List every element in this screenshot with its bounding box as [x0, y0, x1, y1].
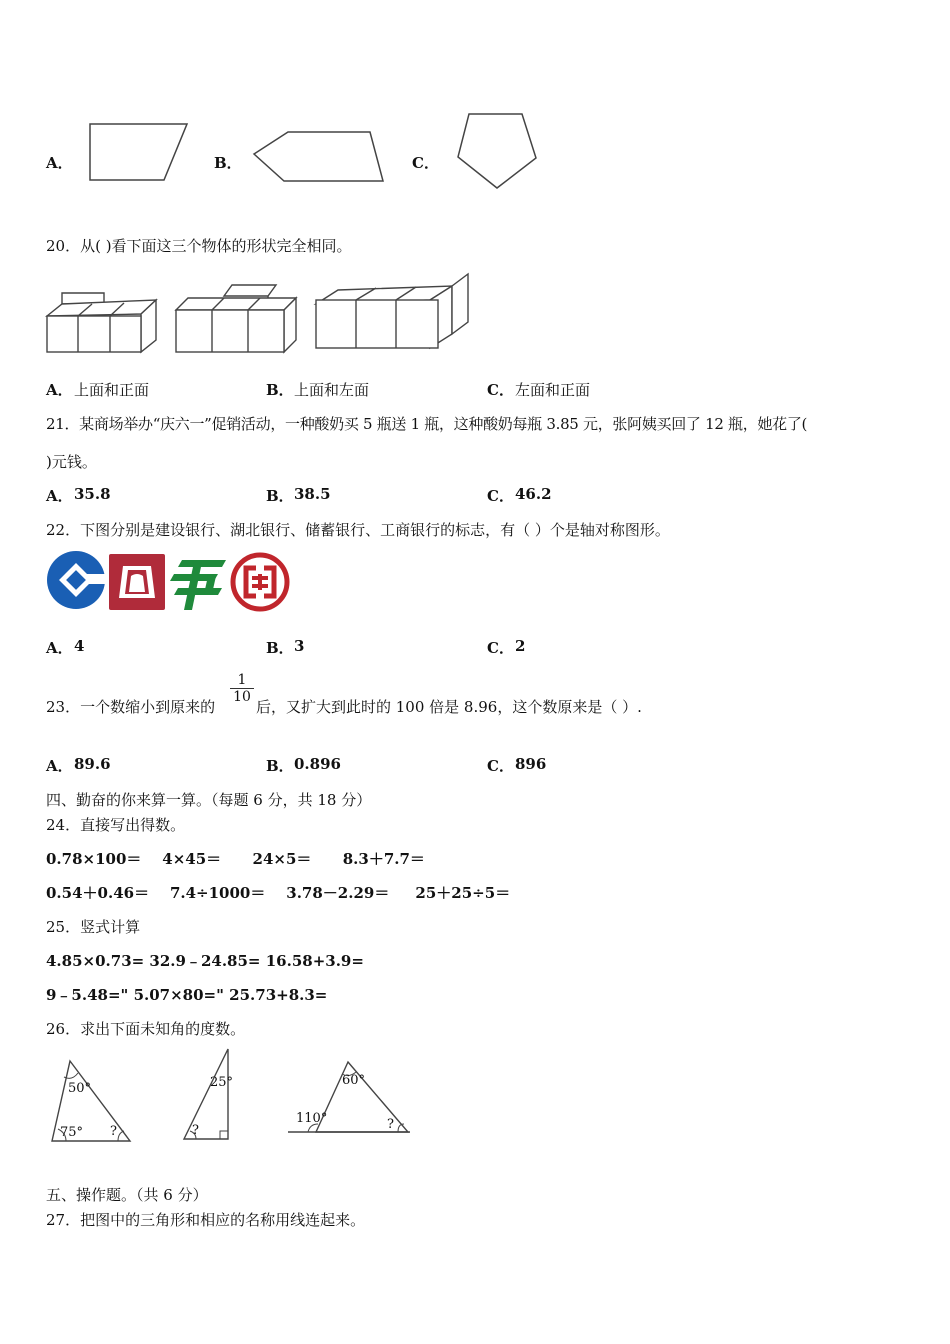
q22-option-b-text: 3: [294, 637, 305, 655]
q23-text-post: 后，又扩大到此时的 100 倍是 8.96，这个数原来是（ ）.: [256, 698, 642, 716]
triangle-figure-3: [286, 1058, 414, 1138]
q23-option-c-letter: C．: [487, 757, 514, 775]
irregular-pentagon-figure: [250, 128, 386, 186]
q25-row-2: 9﹣5.48=" 5.07×80=" 25.73+8.3=: [46, 986, 328, 1004]
hubei-bank-logo: [109, 554, 165, 610]
q20-option-a-text: 上面和正面: [74, 381, 150, 399]
fraction-denominator: 10: [230, 688, 254, 705]
q22-option-c-text: 2: [515, 637, 526, 655]
q23-option-c-text: 896: [515, 755, 547, 773]
icbc-logo: [230, 552, 290, 612]
t3-top-angle-label: 60°: [342, 1073, 366, 1088]
q23-option-b-text: 0.896: [294, 755, 341, 773]
cube-figure-1: [44, 290, 160, 356]
cube-figure-3: [312, 270, 472, 356]
q26-title: 26．求出下面未知角的度数。: [46, 1020, 246, 1038]
postal-bank-logo: [168, 556, 228, 612]
q22-option-a-text: 4: [74, 637, 85, 655]
cube-figure-2: [172, 282, 300, 356]
q21-option-b-letter: B．: [266, 487, 294, 505]
t1-bottom-angle-label: 75°: [60, 1125, 84, 1140]
q21-option-a-text: 35.8: [74, 485, 111, 503]
q20-option-b-letter: B．: [266, 381, 294, 399]
t1-unknown-angle-label: ?: [110, 1124, 117, 1139]
parallelogram-figure: [86, 120, 190, 184]
q21-option-b-text: 38.5: [294, 485, 331, 503]
q21-option-c-letter: C．: [487, 487, 514, 505]
q21-text-line1: 21．某商场举办“庆六一”促销活动，一种酸奶买 5 瓶送 1 瓶，这种酸奶每瓶 3.85 元，张阿姨买回了 12 瓶，她花了(: [46, 415, 808, 433]
t1-top-angle-label: 50°: [68, 1081, 92, 1096]
t2-top-angle-label: 25°: [210, 1075, 234, 1090]
q23-option-b-letter: B．: [266, 757, 294, 775]
q21-text-line2: )元钱。: [46, 453, 97, 471]
q24-title: 24．直接写出得数。: [46, 816, 186, 834]
q24-row-2: 0.54＋0.46＝ 7.4÷1000＝ 3.78－2.29＝ 25＋25÷5＝: [46, 884, 511, 902]
q19-option-b-letter: B．: [214, 154, 242, 172]
q25-title: 25．竖式计算: [46, 918, 141, 936]
q25-row-1: 4.85×0.73= 32.9﹣24.85= 16.58+3.9=: [46, 952, 364, 970]
ccb-logo: [46, 550, 106, 610]
q21-option-c-text: 46.2: [515, 485, 552, 503]
q22-option-c-letter: C．: [487, 639, 514, 657]
q23-text-pre: 23．一个数缩小到原来的: [46, 698, 216, 716]
q20-text: 20．从( )看下面这三个物体的形状完全相同。: [46, 237, 352, 255]
t3-exterior-angle-label: 110°: [296, 1111, 328, 1126]
q27-text: 27．把图中的三角形和相应的名称用线连起来。: [46, 1211, 366, 1229]
q19-option-a-letter: A．: [46, 154, 73, 172]
q22-option-b-letter: B．: [266, 639, 294, 657]
q20-option-a-letter: A．: [46, 381, 73, 399]
fraction-numerator: 1: [237, 672, 247, 688]
q22-option-a-letter: A．: [46, 639, 73, 657]
q20-option-b-text: 上面和左面: [294, 381, 370, 399]
section-4-heading: 四、勤奋的你来算一算。（每题 6 分，共 18 分）: [46, 791, 372, 809]
t3-unknown-angle-label: ?: [387, 1117, 394, 1132]
q24-row-1: 0.78×100＝ 4×45＝ 24×5＝ 8.3＋7.7＝: [46, 850, 425, 868]
q20-option-c-text: 左面和正面: [515, 381, 591, 399]
q21-option-a-letter: A．: [46, 487, 73, 505]
q23-option-a-letter: A．: [46, 757, 73, 775]
q22-text: 22．下图分别是建设银行、湖北银行、储蓄银行、工商银行的标志，有（ ）个是轴对称图形。: [46, 521, 670, 539]
q20-option-c-letter: C．: [487, 381, 514, 399]
fraction-one-tenth: [230, 672, 254, 705]
triangle-figure-2: [180, 1045, 234, 1145]
regular-pentagon-figure: [454, 110, 540, 192]
section-5-heading: 五、操作题。（共 6 分）: [46, 1186, 208, 1204]
q23-option-a-text: 89.6: [74, 755, 111, 773]
t2-unknown-angle-label: ?: [192, 1123, 199, 1138]
q19-option-c-letter: C．: [412, 154, 439, 172]
